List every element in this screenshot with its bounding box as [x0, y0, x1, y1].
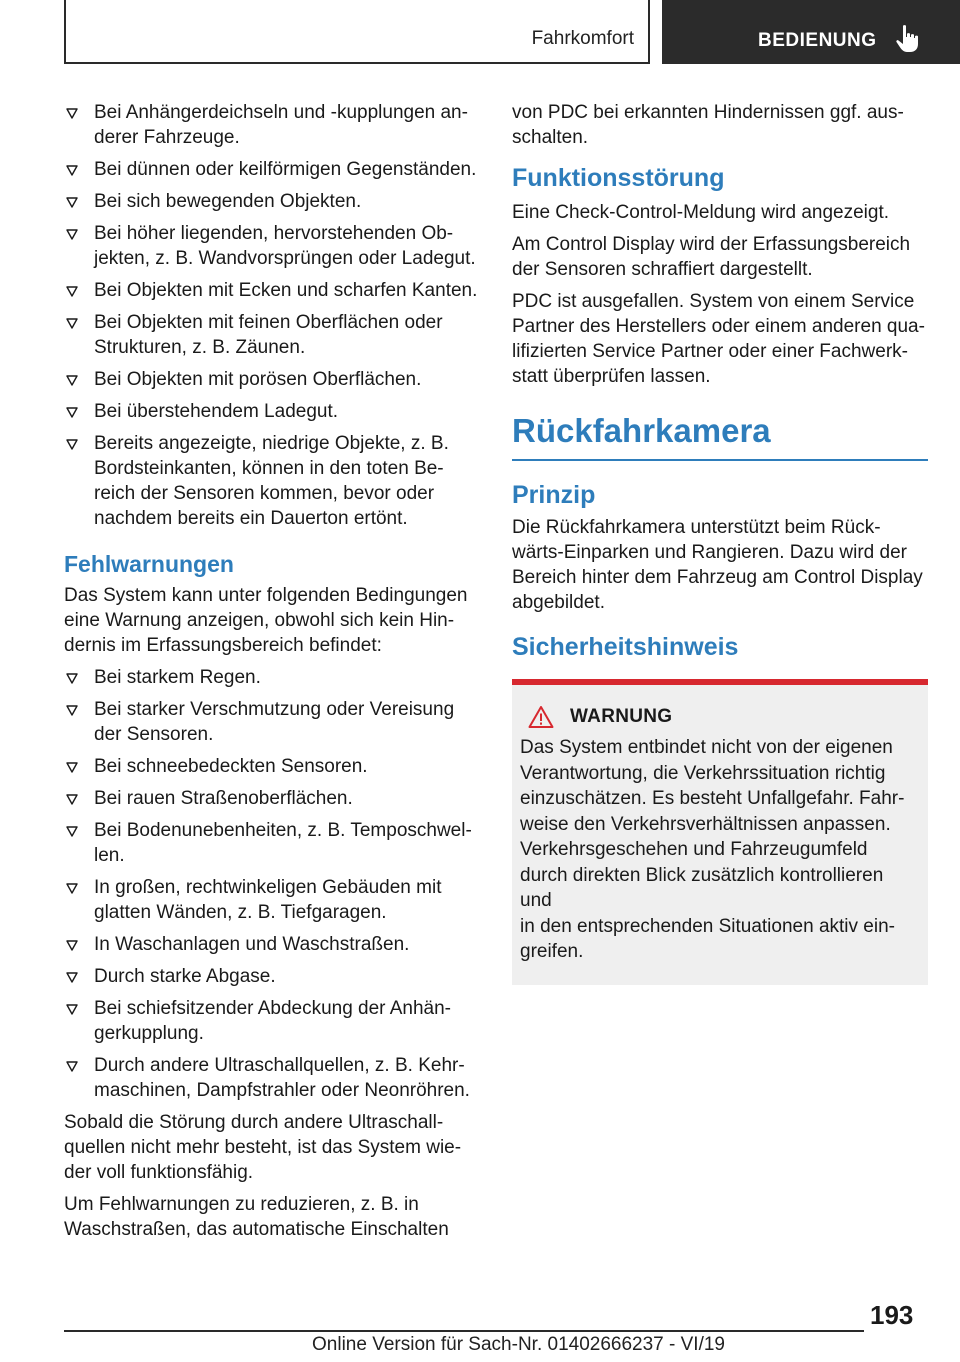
- prinzip-paragraph: Die Rückfahrkamera unterstützt beim Rück- wärts-Einparken und Rangieren. Dazu wird der Bereich hinter dem Fahrzeug am Control Display abgebildet.: [512, 517, 923, 613]
- paragraph-stoerung-ende: Sobald die Störung durch andere Ultraschall- quellen nicht mehr besteht, ist das System wie- der voll funktionsfähig.: [64, 1112, 462, 1183]
- list-item: [64, 157, 480, 182]
- list-item: [64, 399, 480, 424]
- obstacle-limit-list: [64, 100, 480, 531]
- bullet-triangle-icon: [66, 762, 78, 773]
- stoerung-paragraph-3: PDC ist ausgefallen. System von einem Service Partner des Herstellers oder einem anderen qua- lifizierten Service Partner oder einer Fachwerk- statt überprüfen lassen.: [512, 291, 925, 387]
- bullet-triangle-icon: [66, 794, 78, 805]
- warning-text: Das System entbindet nicht von der eigenen Verantwortung, die Verkehrssituation richtig einzuschätzen. Es besteht Unfallgefahr. Fahr- weise den Verkehrsverhältnissen anpassen. Verkehrsgeschehen und Fahrzeugumfeld durch direkten Blick zusätzlich kontrollieren und in den entsprechenden Situationen aktiv ein- greifen.: [520, 737, 905, 962]
- bullet-triangle-icon: [66, 318, 78, 329]
- warning-box: [512, 679, 928, 985]
- warning-header: [528, 705, 920, 729]
- footer-divider: [64, 1330, 864, 1332]
- heading-funktionsstoerung: Funktionsstörung: [512, 164, 725, 192]
- list-item-text: Durch andere Ultraschallquellen, z. B. Kehr- maschinen, Dampfstrahler oder Neonröhren.: [94, 1055, 470, 1101]
- list-item: [64, 1053, 480, 1103]
- list-item: [64, 754, 480, 779]
- section-title: Fahrkomfort: [531, 28, 634, 49]
- warning-triangle-icon: [528, 705, 554, 729]
- footer-version: Online Version für Sach-Nr. 01402666237 - VI/19: [312, 1334, 725, 1355]
- bullet-triangle-icon: [66, 940, 78, 951]
- left-column: [64, 100, 480, 1249]
- list-item-text: Bei Bodenunebenheiten, z. B. Temposchwel- len.: [94, 820, 472, 866]
- paragraph-fehlwarnungen-reduzieren: Um Fehlwarnungen zu reduzieren, z. B. in Waschstraßen, das automatische Einschalten: [64, 1194, 449, 1240]
- header-frame: [64, 0, 650, 64]
- warning-title: WARNUNG: [570, 706, 673, 727]
- list-item-text: Bei starker Verschmutzung oder Vereisung der Sensoren.: [94, 699, 455, 745]
- list-item: [64, 431, 480, 531]
- list-item: [64, 964, 480, 989]
- list-item-text: Bei Objekten mit porösen Oberflächen.: [94, 369, 422, 390]
- page-header: [0, 0, 960, 66]
- list-item: [64, 367, 480, 392]
- list-item-text: Bei überstehendem Ladegut.: [94, 401, 339, 422]
- list-item: [64, 189, 480, 214]
- page-number: 193: [870, 1300, 914, 1330]
- list-item-text: Bei Anhängerdeichseln und -kupplungen an- derer Fahrzeuge.: [94, 102, 468, 148]
- bullet-triangle-icon: [66, 439, 78, 450]
- list-item-text: In großen, rechtwinkeligen Gebäuden mit glatten Wänden, z. B. Tiefgaragen.: [94, 877, 442, 923]
- stoerung-paragraph-2: Am Control Display wird der Erfassungsbereich der Sensoren schraffiert dargestellt.: [512, 234, 911, 280]
- list-item-text: Bei dünnen oder keilförmigen Gegenständen.: [94, 159, 477, 180]
- bullet-triangle-icon: [66, 705, 78, 716]
- list-item-text: Bei Objekten mit feinen Oberflächen oder Strukturen, z. B. Zäunen.: [94, 312, 443, 358]
- list-item-text: Bei rauen Straßenoberflächen.: [94, 788, 353, 809]
- bullet-triangle-icon: [66, 286, 78, 297]
- bullet-triangle-icon: [66, 229, 78, 240]
- list-item: [64, 818, 480, 868]
- list-item: [64, 278, 480, 303]
- bullet-triangle-icon: [66, 375, 78, 386]
- fehlwarnungen-intro: Das System kann unter folgenden Bedingungen eine Warnung anzeigen, obwohl sich kein Hin- dernis im Erfassungsbereich befindet:: [64, 585, 468, 656]
- bullet-triangle-icon: [66, 883, 78, 894]
- chapter-tab: [662, 0, 960, 64]
- list-item: [64, 996, 480, 1046]
- heading-sicherheitshinweis: Sicherheitshinweis: [512, 633, 739, 661]
- list-item: [64, 310, 480, 360]
- list-item: [64, 665, 480, 690]
- list-item: [64, 221, 480, 271]
- bullet-triangle-icon: [66, 1061, 78, 1072]
- bullet-triangle-icon: [66, 165, 78, 176]
- list-item-text: Bei starkem Regen.: [94, 667, 261, 688]
- bullet-triangle-icon: [66, 108, 78, 119]
- list-item-text: Bei Objekten mit Ecken und scharfen Kanten.: [94, 280, 478, 301]
- bullet-triangle-icon: [66, 197, 78, 208]
- list-item: [64, 875, 480, 925]
- bullet-triangle-icon: [66, 826, 78, 837]
- heading-prinzip: Prinzip: [512, 481, 596, 509]
- list-item-text: Bei schneebedeckten Sensoren.: [94, 756, 368, 777]
- list-item-text: Bei sich bewegenden Objekten.: [94, 191, 362, 212]
- heading-fehlwarnungen: Fehlwarnungen: [64, 551, 234, 577]
- list-item-text: Durch starke Abgase.: [94, 966, 276, 987]
- list-item-text: Bei schiefsitzender Abdeckung der Anhän- gerkupplung.: [94, 998, 452, 1044]
- chapter-tab-label: BEDIENUNG: [758, 30, 877, 51]
- list-item: [64, 932, 480, 957]
- heading-rueckfahrkamera: Rückfahrkamera: [512, 409, 928, 461]
- bullet-triangle-icon: [66, 972, 78, 983]
- list-item: [64, 100, 480, 150]
- list-item: [64, 697, 480, 747]
- bullet-triangle-icon: [66, 673, 78, 684]
- bullet-triangle-icon: [66, 1004, 78, 1015]
- stoerung-paragraph-1: Eine Check-Control-Meldung wird angezeigt.: [512, 202, 890, 223]
- false-warning-list: [64, 665, 480, 1103]
- bullet-triangle-icon: [66, 407, 78, 418]
- right-column: [512, 100, 928, 985]
- list-item-text: Bei höher liegenden, hervorstehenden Ob- jekten, z. B. Wandvorsprüngen oder Ladegut.: [94, 223, 476, 269]
- list-item: [64, 786, 480, 811]
- paragraph-continuation: von PDC bei erkannten Hindernissen ggf. aus- schalten.: [512, 102, 904, 148]
- list-item-text: Bereits angezeigte, niedrige Objekte, z. B. Bordsteinkanten, können in den toten Be- reich der Sensoren kommen, bevor oder nachdem bereits ein Dauerton ertönt.: [94, 433, 449, 529]
- hand-pointer-icon: [894, 24, 922, 54]
- list-item-text: In Waschanlagen und Waschstraßen.: [94, 934, 410, 955]
